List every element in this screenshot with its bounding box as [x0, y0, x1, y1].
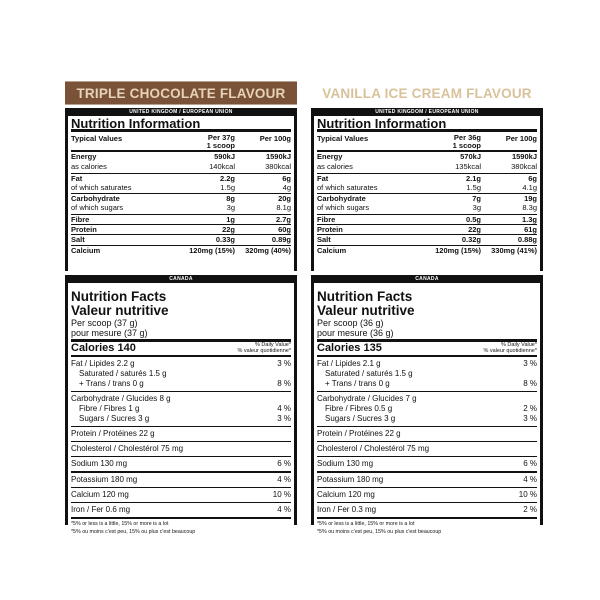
- calcium-dv: 10 %: [518, 490, 537, 499]
- uk-row: [317, 173, 537, 183]
- title-en: Nutrition Facts: [71, 289, 167, 304]
- per-serving-label: Per 37g: [207, 133, 235, 142]
- nutrient-label: Fibre: [71, 214, 90, 224]
- nutrient-label: of which sugars: [71, 203, 124, 213]
- sodium-label: Sodium 130 mg: [317, 459, 374, 468]
- protein-label: Protein / Protéines 22 g: [317, 429, 401, 438]
- scoop-label: 1 scoop: [206, 141, 235, 150]
- uk-nutrition-panel-chocolate: [65, 108, 297, 271]
- serving-fr: pour mesure (37 g): [71, 328, 148, 338]
- per-serving-value: 22g: [222, 225, 235, 235]
- per-serving-value: 0.5g: [465, 214, 481, 224]
- daily-value-header: [483, 342, 537, 354]
- per-serving-value: 1.5g: [220, 182, 235, 192]
- nutrition-facts-title: [71, 290, 291, 318]
- per-serving-value: 2.2g: [219, 173, 235, 183]
- calcium-row: [317, 488, 537, 503]
- iron-label: Iron / Fer 0.6 mg: [71, 505, 131, 514]
- nutrient-label: as calories: [317, 162, 353, 172]
- per-100g-value: 320mg (40%): [245, 245, 291, 255]
- uk-rows: [71, 152, 291, 255]
- uk-nutrition-panel-vanilla: [311, 108, 543, 271]
- fibre-dv: 4 %: [277, 404, 291, 413]
- footnote-fr: *5% ou moins c'est peu, 15% ou plus c'est beaucoup: [71, 528, 196, 535]
- per-100g-value: 19g: [524, 194, 537, 204]
- fibre-label: Fibre / Fibres 0.5 g: [325, 404, 393, 413]
- potassium-row: [317, 473, 537, 488]
- per-100g-value: 380kcal: [511, 162, 537, 172]
- per-serving-label: Per 36g: [453, 133, 481, 142]
- carb-block: [71, 392, 291, 427]
- serving-size: [317, 318, 537, 338]
- per-100g-value: 4g: [282, 182, 291, 192]
- protein-label: Protein / Protéines 22 g: [71, 429, 155, 438]
- scoop-label: 1 scoop: [452, 141, 481, 150]
- nutrient-label: Carbohydrate: [71, 194, 120, 204]
- uk-row: [71, 203, 291, 213]
- fat-label: Fat / Lipides 2.1 g: [317, 359, 381, 368]
- fat-block: [317, 357, 537, 392]
- footnote-fr: *5% ou moins c'est peu, 15% ou plus c'est beaucoup: [317, 528, 442, 535]
- uk-row: [317, 234, 537, 244]
- per-serving-value: 120mg (15%): [435, 245, 481, 255]
- per-serving-value: 3g: [226, 203, 235, 213]
- vanilla-column: [311, 82, 543, 535]
- uk-row: [71, 245, 291, 255]
- per-serving-value: 0.33g: [215, 235, 235, 245]
- serving-size: [71, 318, 291, 338]
- uk-row: [71, 224, 291, 234]
- per-serving-value: 1.5g: [466, 182, 481, 192]
- per-serving-value: 120mg (15%): [189, 245, 235, 255]
- trans-label: + Trans / trans 0 g: [79, 379, 144, 388]
- per-100g-value: 0.89g: [271, 235, 291, 245]
- nutrient-label: Protein: [317, 225, 343, 235]
- calories-row: [317, 339, 537, 357]
- per-serving-value: 3g: [472, 203, 481, 213]
- per-serving-header: [425, 134, 481, 150]
- sodium-row: [317, 457, 537, 473]
- nutrient-label: of which saturates: [71, 182, 132, 192]
- per-serving-value: 1g: [226, 214, 235, 224]
- nutrient-label: Energy: [71, 152, 97, 161]
- per-100g-value: 0.88g: [517, 235, 537, 245]
- nutrient-label: Carbohydrate: [317, 194, 366, 204]
- daily-value-header: [237, 342, 291, 354]
- potassium-dv: 4 %: [523, 475, 537, 484]
- uk-row: [317, 245, 537, 255]
- calcium-row: [71, 488, 291, 503]
- per-100g-value: 6g: [282, 173, 291, 183]
- uk-row: [71, 173, 291, 183]
- calories-row: [71, 339, 291, 357]
- sodium-dv: 6 %: [277, 459, 291, 468]
- per-serving-value: 0.32g: [461, 235, 481, 245]
- dv-en: % Daily Value*: [501, 342, 537, 348]
- calories-label: Calories 135: [317, 342, 382, 354]
- region-label: UNITED KINGDOM / EUROPEAN UNION: [68, 108, 294, 116]
- title-en: Nutrition Facts: [317, 289, 413, 304]
- saturated-label: Saturated / saturés 1.5 g: [79, 369, 167, 378]
- iron-dv: 2 %: [523, 505, 537, 514]
- per-100g-value: 1590kJ: [265, 152, 291, 161]
- canada-nutrition-panel-chocolate: [65, 275, 297, 535]
- per-serving-value: 570kJ: [460, 152, 481, 161]
- carb-label: Carbohydrate / Glucides 7 g: [317, 394, 417, 403]
- sugars-label: Sugars / Sucres 3 g: [79, 414, 150, 423]
- typical-values-header: Typical Values: [71, 134, 123, 143]
- uk-rows: [317, 152, 537, 255]
- nutrient-label: of which saturates: [317, 182, 378, 192]
- uk-row: [71, 193, 291, 203]
- iron-row: [71, 503, 291, 519]
- uk-row: [317, 162, 537, 172]
- cholesterol-row: [71, 442, 291, 457]
- per-100g-value: 330mg (41%): [491, 245, 537, 255]
- iron-label: Iron / Fer 0.3 mg: [317, 505, 377, 514]
- fat-block: [71, 357, 291, 392]
- uk-row: [317, 183, 537, 193]
- per-100g-header: Per 100g: [259, 134, 291, 143]
- uk-row: [71, 214, 291, 224]
- per-100g-value: 20g: [278, 194, 291, 204]
- cholesterol-row: [317, 442, 537, 457]
- dv-fr: % valeur quotidienne*: [483, 348, 537, 354]
- calcium-label: Calcium 120 mg: [71, 490, 129, 499]
- calcium-label: Calcium 120 mg: [317, 490, 375, 499]
- vanilla-flavour-banner: VANILLA ICE CREAM FLAVOUR: [311, 81, 543, 104]
- footnote: [71, 519, 291, 536]
- sugars-dv: 3 %: [523, 414, 537, 423]
- per-serving-value: 590kJ: [214, 152, 235, 161]
- sat-trans-dv: 8 %: [523, 379, 537, 388]
- sodium-label: Sodium 130 mg: [71, 459, 128, 468]
- uk-row: [71, 152, 291, 162]
- nutrient-label: Calcium: [71, 245, 101, 255]
- uk-row: [317, 214, 537, 224]
- fat-dv: 3 %: [277, 359, 291, 368]
- protein-row: [317, 427, 537, 442]
- nutrient-label: Salt: [71, 235, 85, 245]
- potassium-label: Potassium 180 mg: [317, 475, 384, 484]
- fibre-dv: 2 %: [523, 404, 537, 413]
- sugars-dv: 3 %: [277, 414, 291, 423]
- nutrient-label: Protein: [71, 225, 97, 235]
- carb-label: Carbohydrate / Glucides 8 g: [71, 394, 171, 403]
- calcium-dv: 10 %: [272, 490, 291, 499]
- cholesterol-label: Cholesterol / Cholestérol 75 mg: [71, 444, 184, 453]
- uk-table-header: [317, 132, 537, 152]
- per-100g-value: 1.3g: [521, 214, 537, 224]
- nutrition-facts-title: [317, 290, 537, 318]
- nutrient-label: of which sugars: [317, 203, 370, 213]
- footnote-en: *5% or less is a little, 15% or more is a lot: [71, 521, 169, 527]
- uk-panel-title: Nutrition Information: [317, 116, 537, 132]
- per-serving-value: 8g: [226, 194, 235, 204]
- chocolate-column: [65, 82, 297, 535]
- sodium-dv: 6 %: [523, 459, 537, 468]
- potassium-row: [71, 473, 291, 488]
- fat-dv: 3 %: [523, 359, 537, 368]
- cholesterol-label: Cholesterol / Cholestérol 75 mg: [317, 444, 430, 453]
- sat-trans-dv: 8 %: [277, 379, 291, 388]
- potassium-label: Potassium 180 mg: [71, 475, 138, 484]
- uk-row: [317, 203, 537, 213]
- nutrient-label: Calcium: [317, 245, 347, 255]
- dv-fr: % valeur quotidienne*: [237, 348, 291, 354]
- nutrient-label: Energy: [317, 152, 343, 161]
- chocolate-flavour-banner: TRIPLE CHOCOLATE FLAVOUR: [65, 81, 297, 104]
- dv-en: % Daily Value*: [255, 342, 291, 348]
- per-100g-value: 4.1g: [522, 182, 537, 192]
- title-fr: Valeur nutritive: [71, 303, 169, 318]
- uk-row: [317, 224, 537, 234]
- uk-row: [71, 234, 291, 244]
- footnote-en: *5% or less is a little, 15% or more is a lot: [317, 521, 415, 527]
- fat-label: Fat / Lipides 2.2 g: [71, 359, 135, 368]
- footnote: [317, 519, 537, 536]
- carb-block: [317, 392, 537, 427]
- per-100g-value: 1590kJ: [511, 152, 537, 161]
- uk-table-header: [71, 132, 291, 152]
- uk-panel-title: Nutrition Information: [71, 116, 291, 132]
- sodium-row: [71, 457, 291, 473]
- nutrient-label: Fibre: [317, 214, 336, 224]
- nutrient-label: Salt: [317, 235, 331, 245]
- iron-dv: 4 %: [277, 505, 291, 514]
- per-100g-value: 61g: [524, 225, 537, 235]
- serving-fr: pour mesure (36 g): [317, 328, 394, 338]
- protein-row: [71, 427, 291, 442]
- nutrient-label: as calories: [71, 162, 107, 172]
- region-label: UNITED KINGDOM / EUROPEAN UNION: [314, 108, 540, 116]
- region-label: CANADA: [68, 275, 294, 283]
- per-100g-value: 380kcal: [265, 162, 291, 172]
- nutrient-label: Fat: [317, 173, 329, 183]
- per-100g-value: 2.7g: [275, 214, 291, 224]
- saturated-label: Saturated / saturés 1.5 g: [325, 369, 413, 378]
- uk-row: [317, 152, 537, 162]
- per-100g-value: 8.3g: [522, 203, 537, 213]
- fibre-label: Fibre / Fibres 1 g: [79, 404, 140, 413]
- per-serving-value: 7g: [472, 194, 481, 204]
- typical-values-header: Typical Values: [317, 134, 369, 143]
- uk-row: [71, 162, 291, 172]
- uk-row: [71, 183, 291, 193]
- per-serving-value: 22g: [468, 225, 481, 235]
- per-100g-value: 8.1g: [276, 203, 291, 213]
- region-label: CANADA: [314, 275, 540, 283]
- per-serving-value: 135kcal: [455, 162, 481, 172]
- nutrient-label: Fat: [71, 173, 83, 183]
- per-serving-value: 140kcal: [209, 162, 235, 172]
- serving-en: Per scoop (37 g): [71, 318, 138, 328]
- per-100g-value: 60g: [278, 225, 291, 235]
- iron-row: [317, 503, 537, 519]
- trans-label: + Trans / trans 0 g: [325, 379, 390, 388]
- sugars-label: Sugars / Sucres 3 g: [325, 414, 396, 423]
- per-serving-header: [179, 134, 235, 150]
- serving-en: Per scoop (36 g): [317, 318, 384, 328]
- calories-label: Calories 140: [71, 342, 136, 354]
- canada-nutrition-panel-vanilla: [311, 275, 543, 535]
- per-100g-header: Per 100g: [505, 134, 537, 143]
- uk-row: [317, 193, 537, 203]
- potassium-dv: 4 %: [277, 475, 291, 484]
- title-fr: Valeur nutritive: [317, 303, 415, 318]
- per-100g-value: 6g: [528, 173, 537, 183]
- per-serving-value: 2.1g: [465, 173, 481, 183]
